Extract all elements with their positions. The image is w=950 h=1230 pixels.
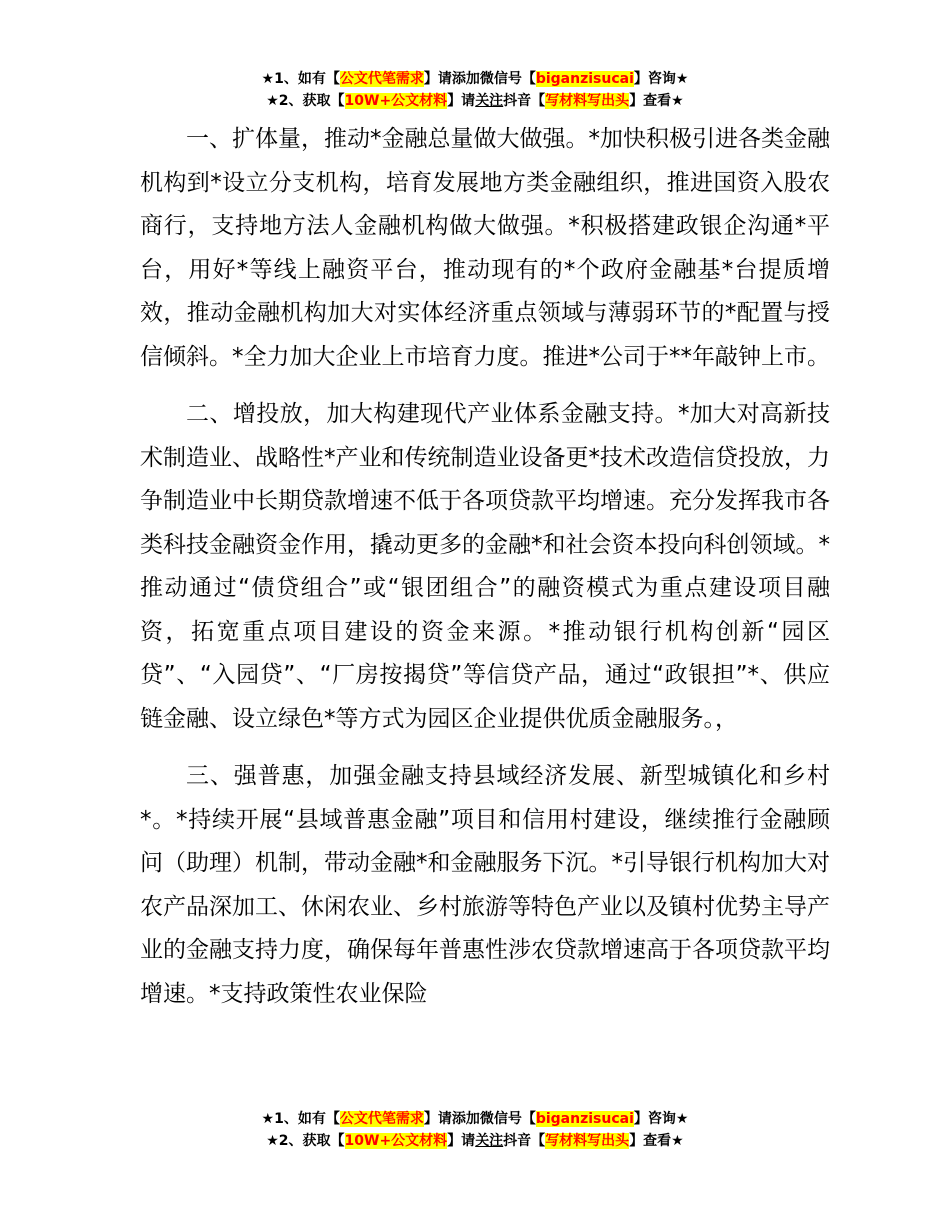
banner-highlight: biganzisucai: [535, 71, 634, 87]
banner-highlight: 写材料写出头: [545, 1133, 630, 1149]
banner-text: 】咨询★: [633, 1111, 689, 1127]
document-body: [140, 118, 830, 1016]
banner-highlight: 10W+公文材料: [344, 1133, 448, 1149]
banner-text: 抖音【: [503, 93, 546, 109]
footer-banner: [0, 1108, 950, 1152]
banner-text: 】请: [447, 93, 476, 109]
banner-line-1: [0, 68, 950, 90]
header-banner: [0, 68, 950, 112]
banner-highlight: 公文代笔需求: [339, 71, 424, 87]
banner-highlight: 10W+公文材料: [344, 93, 448, 109]
banner-text: 】咨询★: [633, 71, 689, 87]
banner-text: ★2、获取【: [266, 93, 345, 109]
banner-highlight: 写材料写出头: [545, 93, 630, 109]
banner-text: 】请: [447, 1133, 476, 1149]
banner-text: 】查看★: [629, 93, 684, 109]
banner-text: 】请添加微信号【: [423, 1111, 536, 1127]
banner-text: 】请添加微信号【: [423, 71, 536, 87]
banner-text: ★1、如有【: [261, 71, 340, 87]
banner-underlined-text: 关注: [475, 1133, 504, 1149]
paragraph-3: 三、强普惠，加强金融支持县域经济发展、新型城镇化和乡村*。*持续开展“县域普惠金融”项目和信用村建设，继续推行金融顾问（助理）机制，带动金融*和金融服务下沉。*引导银行机构加大对农产品深加工、休闲农业、乡村旅游等特色产业以及镇村优势主导产业的金融支持力度，确保每年普惠性涉农贷款增速高于各项贷款平均增速。*支持政策性农业保险: [140, 763, 830, 1007]
banner-text: ★2、获取【: [266, 1133, 345, 1149]
banner-text: 抖音【: [503, 1133, 546, 1149]
banner-line-2: [0, 90, 950, 112]
banner-underlined-text: 关注: [475, 93, 504, 109]
paragraph-2: 二、增投放，加大构建现代产业体系金融支持。*加大对高新技术制造业、战略性*产业和传统制造业设备更*技术改造信贷投放，力争制造业中长期贷款增速不低于各项贷款平均增速。充分发挥我市各类科技金融资金作用，撬动更多的金融*和社会资本投向科创领域。*推动通过“债贷组合”或“银团组合”的融资模式为重点建设项目融资，拓宽重点项目建设的资金来源。*推动银行机构创新“园区贷”、“入园贷”、“厂房按揭贷”等信贷产品，通过“政银担”*、供应链金融、设立绿色*等方式为园区企业提供优质金融服务。，: [140, 401, 830, 732]
paragraph-1: 一、扩体量，推动*金融总量做大做强。*加快积极引进各类金融机构到*设立分支机构，培育发展地方类金融组织，推进国资入股农商行，支持地方法人金融机构做大做强。*积极搭建政银企沟通*平台，用好*等线上融资平台，推动现有的*个政府金融基*台提质增效，推动金融机构加大对实体经济重点领域与薄弱环节的*配置与授信倾斜。*全力加大企业上市培育力度。推进*公司于**年敲钟上市。: [140, 126, 830, 370]
banner-line-2: [0, 1130, 950, 1152]
banner-text: 】查看★: [629, 1133, 684, 1149]
banner-highlight: biganzisucai: [535, 1111, 634, 1127]
banner-text: ★1、如有【: [261, 1111, 340, 1127]
banner-highlight: 公文代笔需求: [339, 1111, 424, 1127]
banner-line-1: [0, 1108, 950, 1130]
